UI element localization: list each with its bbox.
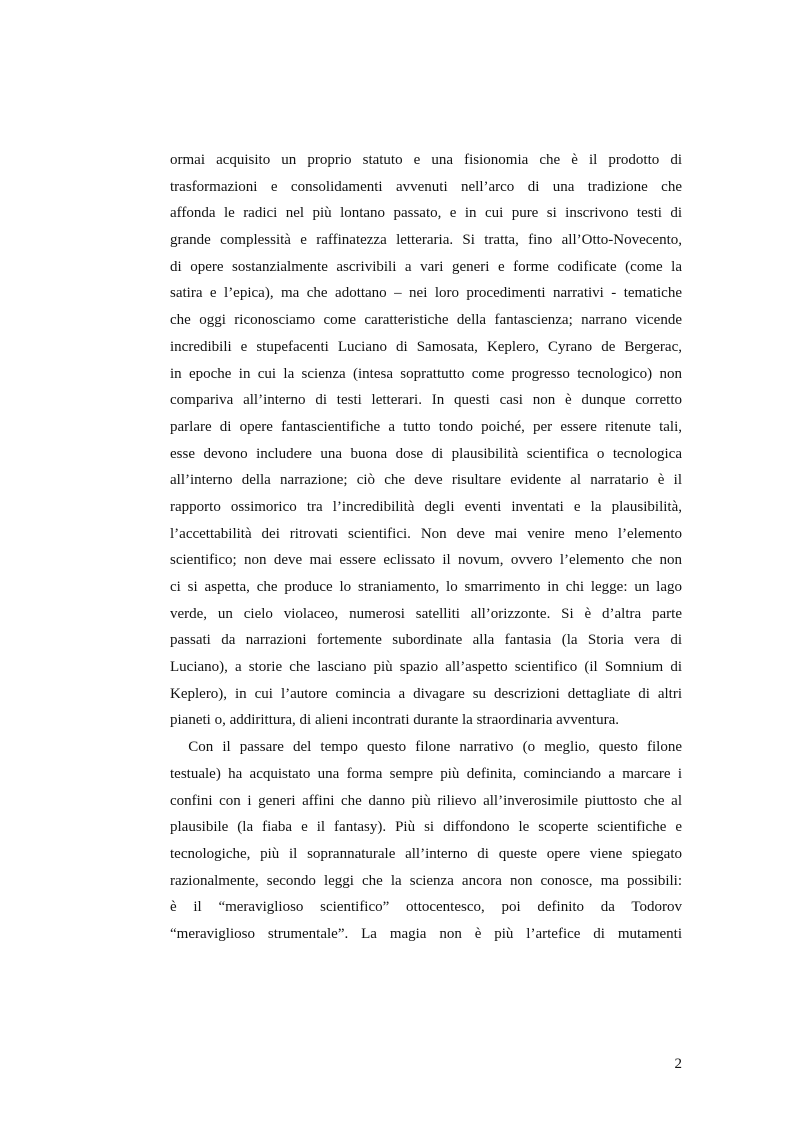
text-line: ormai acquisito un proprio statuto e una fisionomia che è il prodotto di [170,152,682,168]
text-line: incredibili e stupefacenti Luciano di Samosata, Keplero, Cyrano de Bergerac, [170,338,682,355]
text-line: in epoche in cui la scienza (intesa soprattutto come progresso tecnologico) non [170,365,682,382]
text-line: Keplero), in cui l’autore comincia a divagare su descrizioni dettagliate di altri [170,685,682,702]
text-line: grande complessità e raffinatezza letteraria. Si tratta, fino all’Otto-Novecento, [170,232,682,249]
text-line: parlare di opere fantascientifiche a tutto tondo poiché, per essere ritenute tali, [170,418,682,435]
text-line: confini con i generi affini che danno più rilievo all’inverosimile piuttosto che al [170,792,682,809]
text-line: all’interno della narrazione; ciò che deve risultare evidente al narratario è il [170,472,682,489]
text-line: plausibile (la fiaba e il fantasy). Più si diffondono le scoperte scientifiche e [170,819,682,836]
text-line: trasformazioni e consolidamenti avvenuti nell’arco di una tradizione che [170,178,682,195]
text-line: affonda le radici nel più lontano passato, e in cui pure si inscrivono testi di [170,205,682,222]
text-line: rapporto ossimorico tra l’incredibilità degli eventi inventati e la plausibilità, [170,498,682,515]
text-line: che oggi riconosciamo come caratteristiche della fantascienza; narrano vicende [170,312,682,329]
text-line: compariva all’interno di testi letterari. In questi casi non è dunque corretto [170,392,682,409]
text-line: razionalmente, secondo leggi che la scienza ancora non conosce, ma possibili: [170,872,682,889]
text-line: passati da narrazioni fortemente subordinate alla fantasia (la Storia vera di [170,632,682,649]
paragraph-last-line: pianeti o, addirittura, di alieni incontrati durante la straordinaria avventura. [170,712,619,729]
text-line: ci si aspetta, che produce lo straniamento, lo smarrimento in chi legge: un lago [170,579,682,595]
body-text [170,147,682,948]
text-line: “meraviglioso strumentale”. La magia non è più l’artefice di mutamenti [170,925,682,942]
text-line: testuale) ha acquistato una forma sempre più definita, cominciando a marcare i [170,765,682,782]
text-line: di opere sostanzialmente ascrivibili a vari generi e forme codificate (come la [170,258,682,275]
text-line: verde, un cielo violaceo, numerosi satelliti all’orizzonte. Si è d’altra parte [170,605,682,622]
text-line: l’accettabilità dei ritrovati scientifici. Non deve mai venire meno l’elemento [170,525,682,542]
paragraph-first-line: Con il passare del tempo questo filone narrativo (o meglio, questo filone [170,739,682,756]
page-number: 2 [674,1056,682,1072]
text-line: Luciano), a storie che lasciano più spazio all’aspetto scientifico (il Somnium di [170,659,682,676]
text-line: scientifico; non deve mai essere eclissato il novum, ovvero l’elemento che non [170,552,682,569]
text-line: è il “meraviglioso scientifico” ottocentesco, poi definito da Todorov [170,899,682,916]
text-line: tecnologiche, più il soprannaturale all’interno di queste opere viene spiegato [170,845,682,862]
text-line: esse devono includere una buona dose di plausibilità scientifica o tecnologica [170,445,682,462]
text-line: satira e l’epica), ma che adottano – nei loro procedimenti narrativi - tematiche [170,285,682,302]
